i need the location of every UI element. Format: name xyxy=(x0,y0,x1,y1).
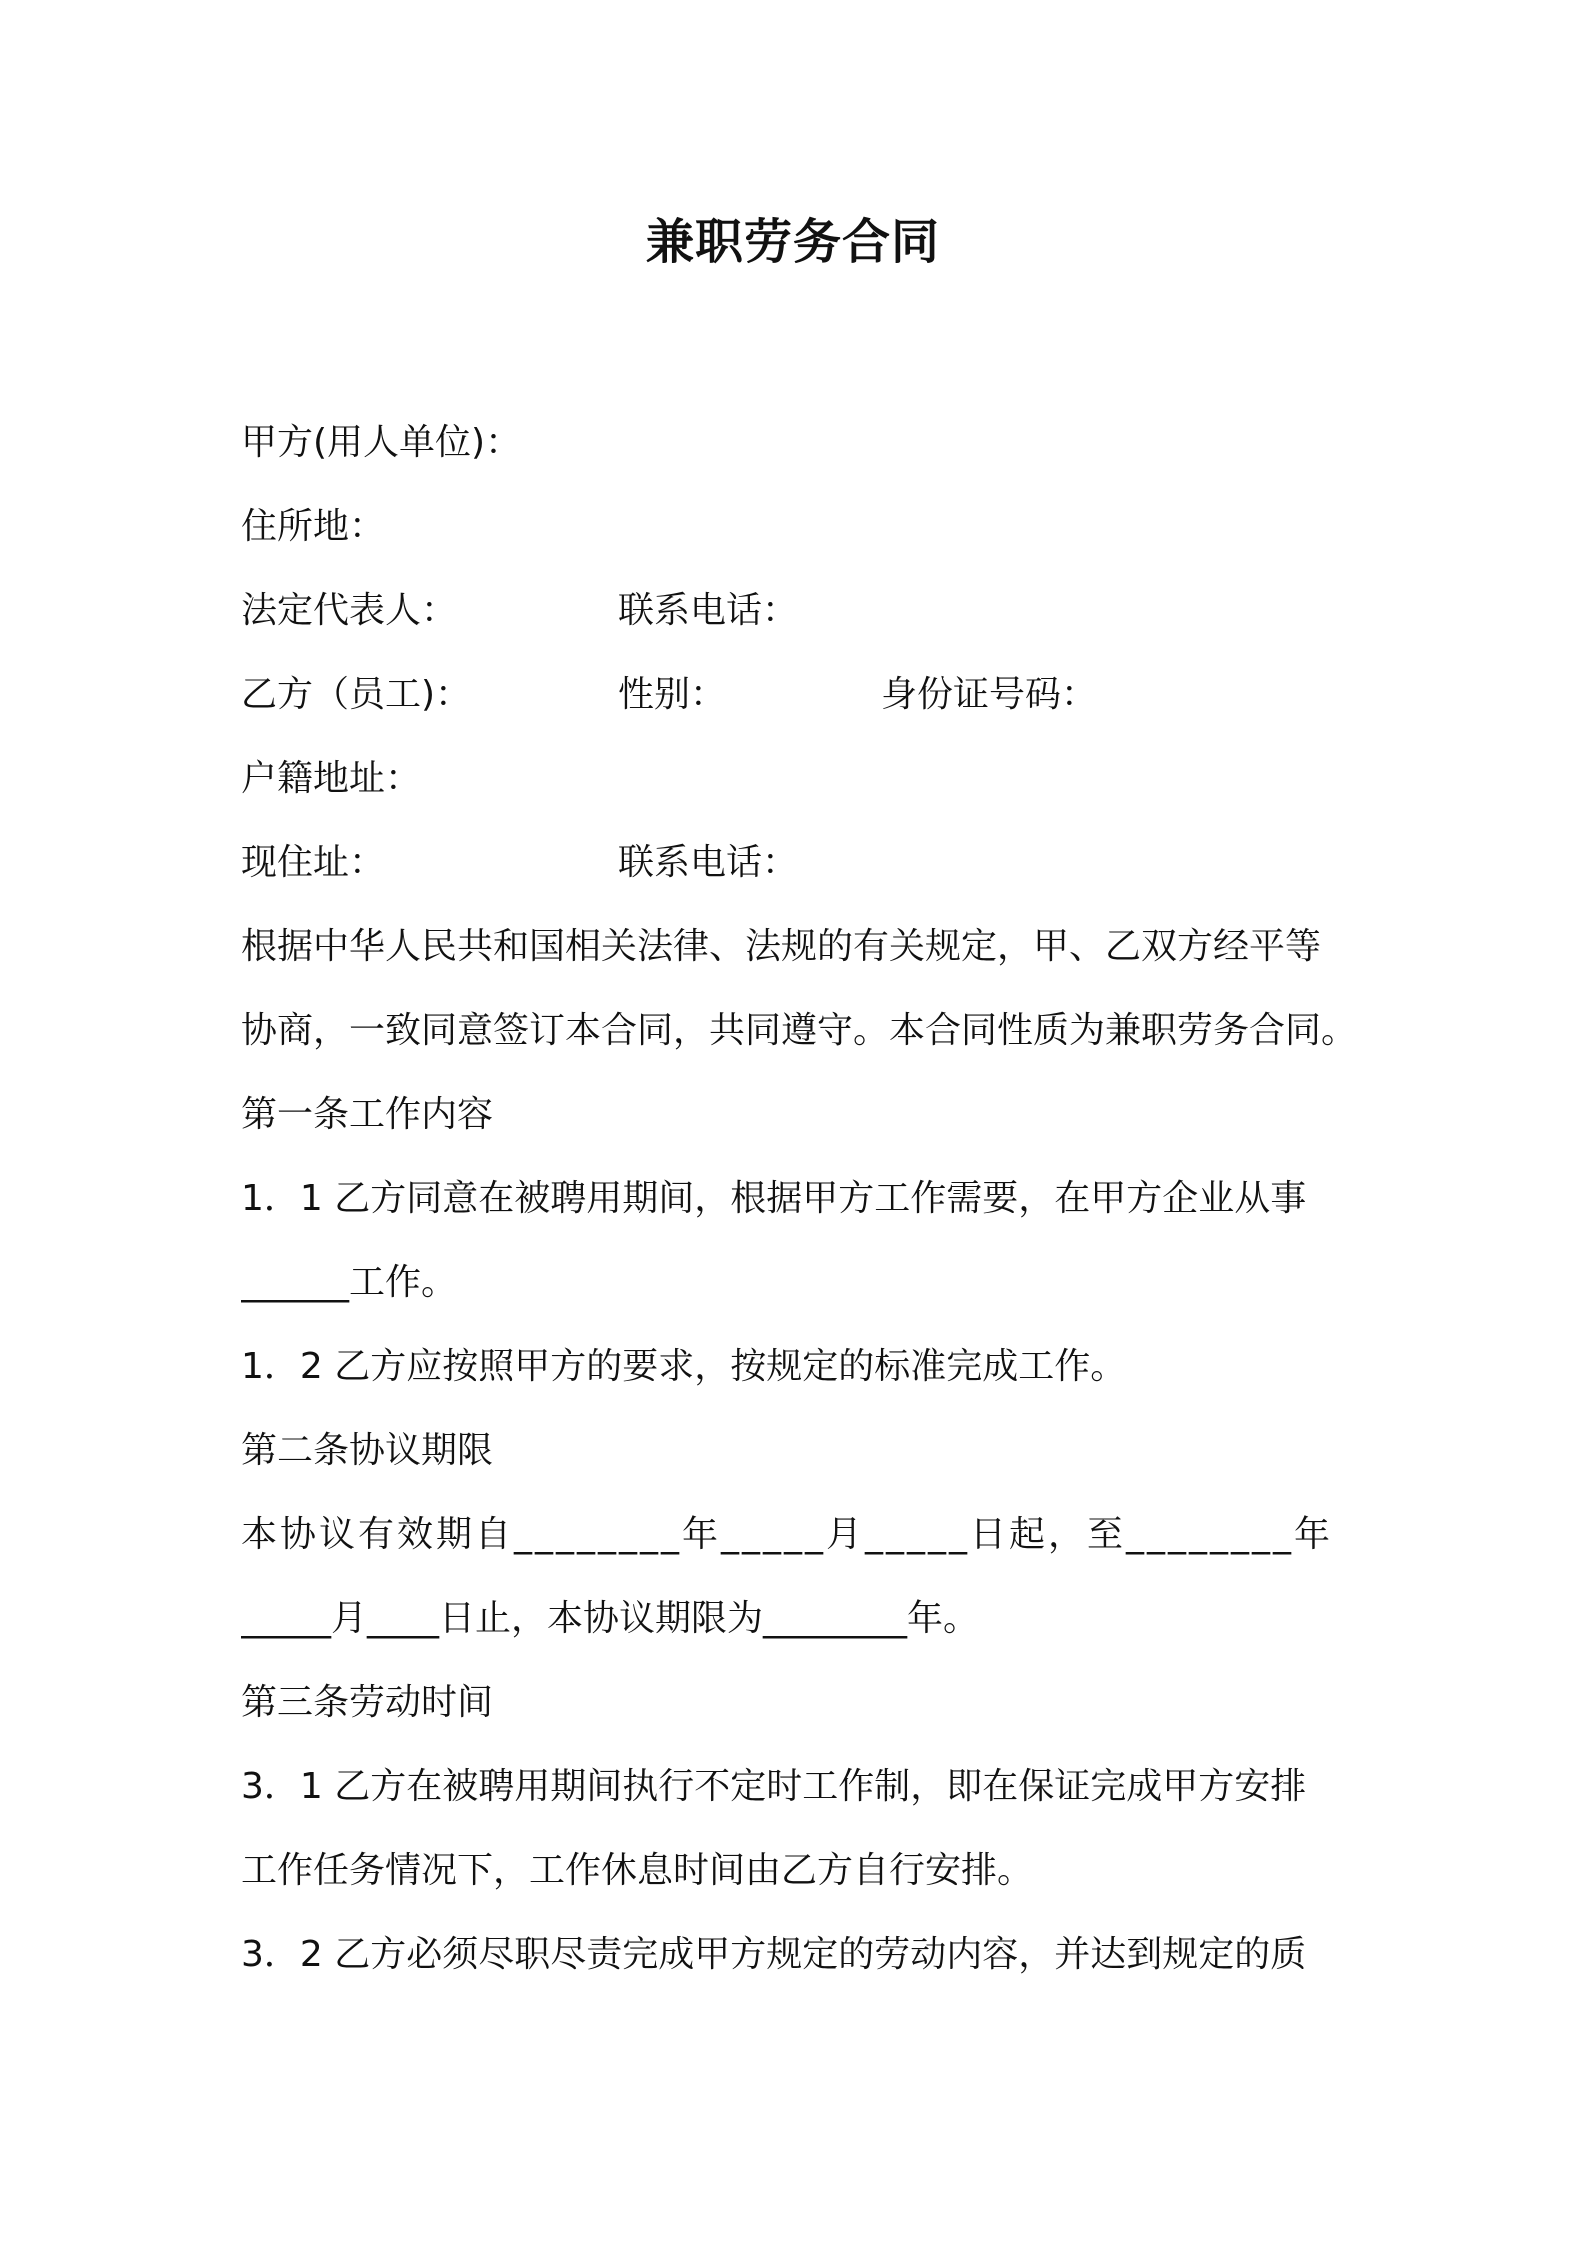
party-b-gender-label: 性别： xyxy=(618,674,727,715)
party-b-household-line xyxy=(241,754,1361,804)
party-b-id-label: 身份证号码： xyxy=(881,674,1098,715)
party-b-household-address-label: 户籍地址： xyxy=(241,758,422,799)
party-b-current-address-line xyxy=(241,838,1361,888)
article-3-title: 第三条劳动时间 xyxy=(241,1682,494,1723)
preamble-line-2: 协商，一致同意签订本合同，共同遵守。本合同性质为兼职劳务合同。 xyxy=(241,1010,1358,1051)
party-a-phone-label: 联系电话： xyxy=(618,590,799,631)
article-1-title: 第一条工作内容 xyxy=(241,1094,494,1135)
party-a-legal-rep-line xyxy=(241,586,1361,636)
article-1-clause-1-line-1: 1．1 乙方同意在被聘用期间，根据甲方工作需要，在甲方企业从事 xyxy=(241,1178,1307,1219)
article-2-line-1: 本协议有效期自________年_____月_____日起，至________年 xyxy=(241,1514,1334,1555)
article-3-clause-1-line-2: 工作任务情况下，工作休息时间由乙方自行安排。 xyxy=(241,1850,1034,1891)
article-1-clause-2: 1．2 乙方应按照甲方的要求，按规定的标准完成工作。 xyxy=(241,1346,1127,1387)
article-3-clause-1-line-1: 3．1 乙方在被聘用期间执行不定时工作制，即在保证完成甲方安排 xyxy=(241,1766,1307,1807)
party-a-address-line xyxy=(241,502,1361,552)
article-1-clause-1-line-2: ______工作。 xyxy=(241,1262,458,1303)
document-title: 兼职劳务合同 xyxy=(645,214,940,270)
party-b-phone-label: 联系电话： xyxy=(618,842,799,883)
party-a-name-label: 甲方(用人单位)： xyxy=(241,422,522,463)
preamble-line-1: 根据中华人民共和国相关法律、法规的有关规定，甲、乙双方经平等 xyxy=(241,926,1322,967)
party-a-name-line xyxy=(241,418,1361,468)
article-3-clause-2-line-1: 3．2 乙方必须尽职尽责完成甲方规定的劳动内容，并达到规定的质 xyxy=(241,1934,1307,1975)
party-a-address-label: 住所地： xyxy=(241,506,386,547)
article-2-line-2: _____月____日止，本协议期限为________年。 xyxy=(241,1598,980,1639)
party-b-current-address-label: 现住址： xyxy=(241,842,386,883)
article-2-title: 第二条协议期限 xyxy=(241,1430,494,1471)
party-b-name-label: 乙方（员工)： xyxy=(241,674,472,715)
party-a-legal-rep-label: 法定代表人： xyxy=(241,590,458,631)
party-b-info-line xyxy=(241,670,1361,720)
